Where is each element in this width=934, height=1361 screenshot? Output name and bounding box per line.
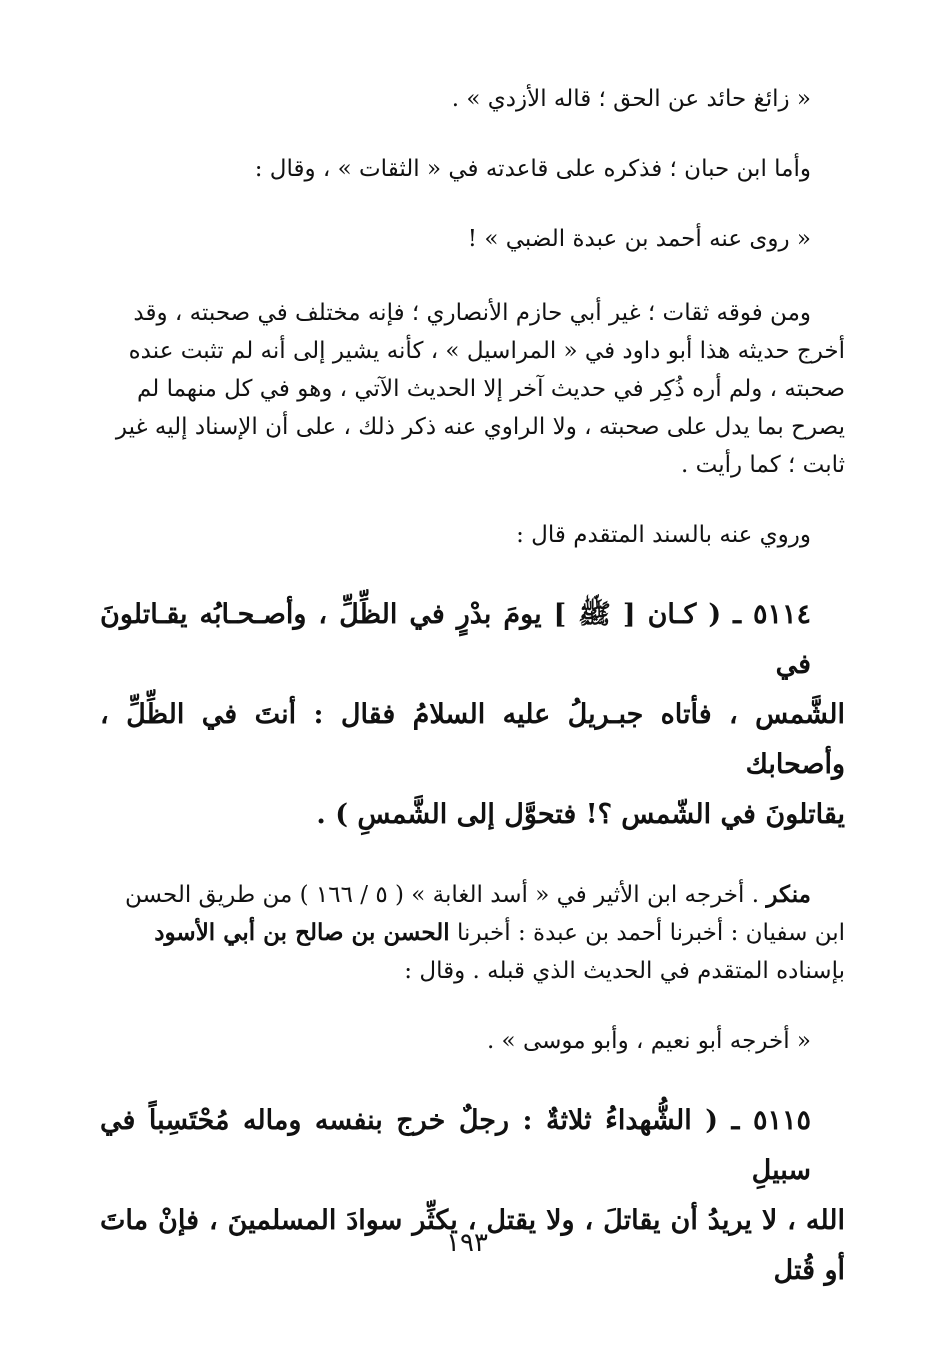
page-body bbox=[100, 80, 845, 1296]
commentary-line: أخرج حديثه هذا أبو داود في « المراسيل » ، كأنه يشير إلى أنه لم تثبت عنده bbox=[128, 338, 845, 364]
grading-label: منكر bbox=[766, 881, 811, 908]
narration-intro: وروي عنه بالسند المتقدم قال : bbox=[516, 522, 811, 548]
hadith-5114 bbox=[100, 590, 845, 840]
quote-abu-nuaym: « أخرجه أبو نعيم ، وأبو موسى » . bbox=[486, 1028, 811, 1054]
commentary-line: صحبته ، ولم أره ذُكِر في حديث آخر إلا الحديث الآتي ، وهو في كل منهما لم bbox=[136, 376, 845, 402]
hadith-line: يقاتلونَ في الشّمس ؟! فتحوَّل إلى الشَّمسِ ) . bbox=[316, 799, 845, 830]
takhrij-line: ابن سفيان : أخبرنا أحمد بن عبدة : أخبرنا الحسن بن صالح بن أبي الأسود bbox=[154, 919, 845, 946]
hadith-line: الشَّمس ، فأتاه جبـريلُ عليه السلامُ فقال : أنتَ في الظِّلِّ ، وأصحابك bbox=[100, 699, 845, 780]
quote-dabbi: « روى عنه أحمد بن عبدة الضبي » ! bbox=[467, 226, 811, 252]
narrator-name: الحسن بن صالح بن أبي الأسود bbox=[154, 919, 450, 946]
hadith-line: ٥١١٤ ـ ( كـان [ ﷺ ] يومَ بدْرٍ في الظِّلِّ ، وأصـحـابُه يقـاتلونَ في bbox=[100, 599, 811, 680]
takhrij-line: منكر . أخرجه ابن الأثير في « أسد الغابة » ( ٥ / ١٦٦ ) من طريق الحسن bbox=[124, 881, 811, 908]
takhrij-5114 bbox=[100, 876, 845, 990]
commentary-line: ومن فوقه ثقات ؛ غير أبي حازم الأنصاري ؛ فإنه مختلف في صحبته ، وقد bbox=[133, 300, 811, 326]
commentary-line: ثابت ؛ كما رأيت . bbox=[681, 452, 845, 478]
takhrij-line: بإسناده المتقدم في الحديث الذي قبله . وقال : bbox=[404, 958, 845, 984]
commentary-line: يصرح بما يدل على صحبته ، ولا الراوي عنه ذكر ذلك ، على أن الإسناد إليه غير bbox=[115, 414, 845, 440]
ibn-hibban-paragraph: وأما ابن حبان ؛ فذكره على قاعدته في « الثقات » ، وقال : bbox=[254, 156, 811, 182]
hadith-5115 bbox=[100, 1096, 845, 1296]
quote-azdi: « زائغ حائد عن الحق ؛ قاله الأزدي » . bbox=[451, 86, 811, 112]
hadith-line: الله ، لا يريدُ أن يقاتلَ ، ولا يقتل ، يكثِّر سوادَ المسلمينَ ، فإنْ ماتَ أو قُتل bbox=[100, 1205, 845, 1286]
commentary-paragraph bbox=[100, 294, 845, 484]
page-number: ١٩٣ bbox=[446, 1228, 488, 1258]
hadith-line: ٥١١٥ ـ ( الشُّهداءُ ثلاثةٌ : رجلٌ خرج بنفسه وماله مُحْتَسِباً في سبيلِ bbox=[100, 1105, 811, 1186]
